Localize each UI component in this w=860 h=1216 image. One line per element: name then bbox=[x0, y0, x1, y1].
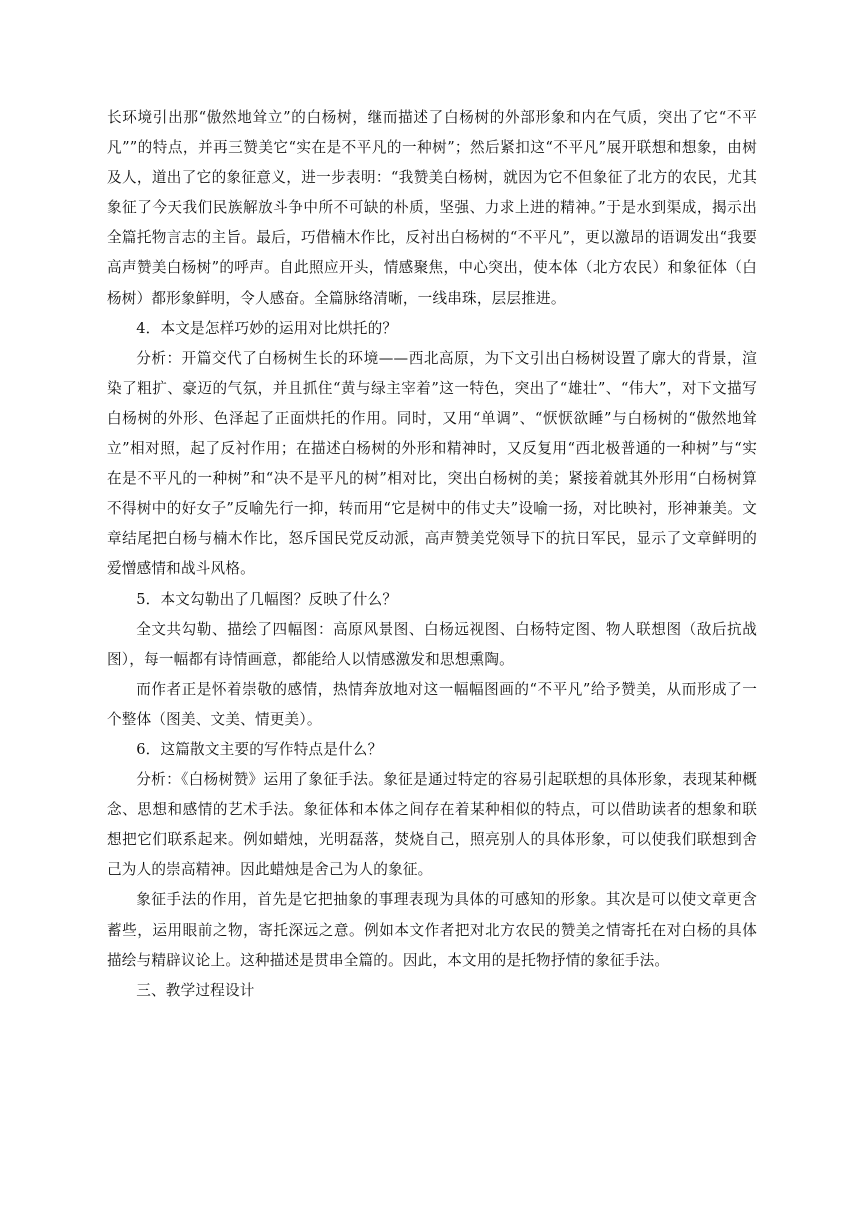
section-3-heading: 三、教学过程设计 bbox=[136, 981, 255, 999]
analysis-6-paragraph: 分析：《白杨树赞》运用了象征手法。象征是通过特定的容易引起联想的具体形象，表现某种概念、思想和感情的艺术手法。象征体和本体之间存在着某种相似的特点，可以借助读者的想象和联想把它们联系起来。例如蜡烛，光明磊落，焚烧自己，照亮别人的具体形象，可以使我们联想到舍己为人的崇高精神。因此蜡烛是舍己为人的象征。 bbox=[107, 771, 757, 879]
answer-5-paragraph-2: 而作者正是怀着崇敬的感情，热情奔放地对这一幅幅图画的“不平凡”给予赞美，从而形成了一个整体（图美、文美、情更美）。 bbox=[107, 680, 757, 728]
question-4-heading: 4．本文是怎样巧妙的运用对比烘托的？ bbox=[136, 319, 398, 337]
analysis-4-paragraph: 分析：开篇交代了白杨树生长的环境——西北高原，为下文引出白杨树设置了廓大的背景，渲染了粗扩、豪迈的气氛，并且抓住“黄与绿主宰着”这一特色，突出了“雄壮”、“伟大”，对下文描写白杨树的外形、色泽起了正面烘托的作用。同时，又用“单调”、“恹恹欲睡”与白杨树的“傲然地耸立”相对照，起了反衬作用；在描述白杨树的外形和精神时，又反复用“西北极普通的一种树”与“实在是不平凡的一种树”和“决不是平凡的树”相对比，突出白杨树的美；紧接着就其外形用“白杨树算不得树中的好女子”反喻先行一抑，转而用“它是树中的伟丈夫”设喻一扬，对比映衬，形神兼美。文章结尾把白杨与楠木作比，怒斥国民党反动派，高声赞美党领导下的抗日军民，显示了文章鲜明的爱憎感情和战斗风格。 bbox=[107, 349, 757, 578]
answer-5-paragraph: 全文共勾勒、描绘了四幅图：高原风景图、白杨远视图、白杨特定图、物人联想图（敌后抗战图），每一幅都有诗情画意，都能给人以情感激发和思想熏陶。 bbox=[107, 620, 757, 668]
question-5-heading: 5．本文勾勒出了几幅图？反映了什么？ bbox=[136, 590, 398, 608]
document-body bbox=[107, 103, 757, 1006]
question-6-heading: 6．这篇散文主要的写作特点是什么？ bbox=[136, 740, 383, 758]
analysis-6-paragraph-2: 象征手法的作用，首先是它把抽象的事理表现为具体的可感知的形象。其次是可以使文章更含蓄些，运用眼前之物，寄托深远之意。例如本文作者把对北方农民的赞美之情寄托在对白杨的具体描绘与精辟议论上。这种描述是贯串全篇的。因此，本文用的是托物抒情的象征手法。 bbox=[107, 891, 757, 969]
paragraph-continued: 长环境引出那“傲然地耸立”的白杨树，继而描述了白杨树的外部形象和内在气质，突出了它“不平凡””的特点，并再三赞美它“实在是不平凡的一种树”；然后紧扣这“不平凡”展开联想和想象，由树及人，道出了它的象征意义，进一步表明：“我赞美白杨树，就因为它不但象征了北方的农民，尤其象征了今天我们民族解放斗争中所不可缺的朴质，坚强、力求上进的精神。”于是水到渠成，揭示出全篇托物言志的主旨。最后，巧借楠木作比，反衬出白杨树的“不平凡”，更以激昂的语调发出“我要高声赞美白杨树”的呼声。自此照应开头，情感聚焦，中心突出，使本体（北方农民）和象征体（白杨树）都形象鲜明，令人感奋。全篇脉络清晰，一线串珠，层层推进。 bbox=[107, 109, 757, 307]
